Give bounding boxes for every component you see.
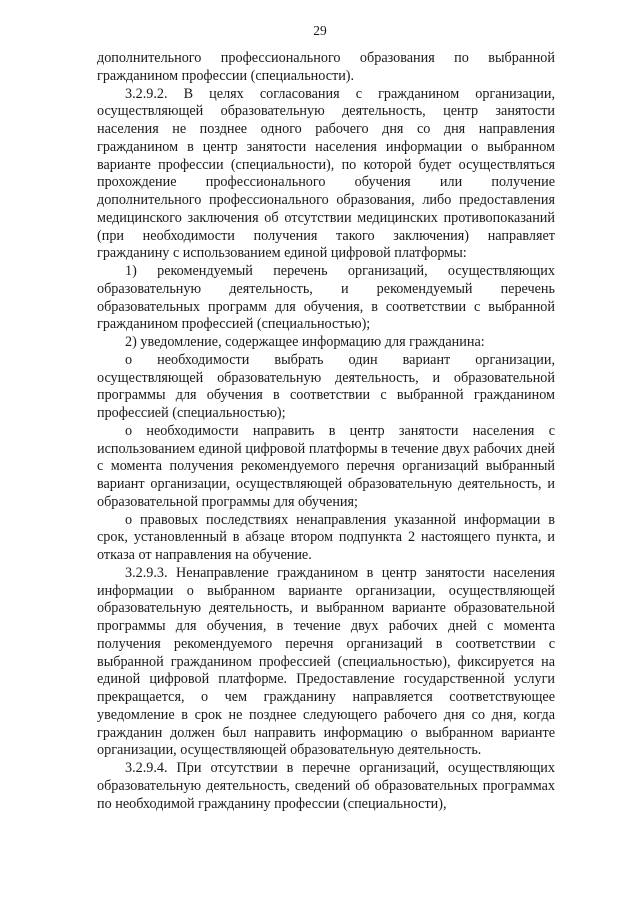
paragraph-continuation: дополнительного профессионального образования по выбранной гражданином профессии (специальности). bbox=[97, 50, 555, 84]
list-item-2-clause-3: о правовых последствиях ненаправления указанной информации в срок, установленный в абзаце втором подпункта 2 настоящего пункта, и отказа от направления на обучение. bbox=[97, 511, 555, 563]
page-number: 29 bbox=[313, 23, 327, 38]
list-item-1: 1) рекомендуемый перечень организаций, осуществляющих образовательную деятельность, и рекомендуемый перечень образовательных программ для обучения, в соответствии с выбранной гражданином профессией (специальностью); bbox=[97, 263, 555, 333]
list-item-2: 2) уведомление, содержащее информацию для гражданина: bbox=[125, 334, 485, 350]
document-body bbox=[97, 50, 555, 813]
list-item-2-clause-1: о необходимости выбрать один вариант организации, осуществляющей образовательную деятельность, и образовательной программы для обучения в соответствии с выбранной гражданином профессией (специальностью); bbox=[97, 351, 555, 421]
list-item-2-clause-2: о необходимости направить в центр занятости населения с использованием единой цифровой платформы в течение двух рабочих дней с момента получения рекомендуемого перечня организаций выбранный вариант организации, осуществляющей образовательную деятельность, и образовательной программы для обучения; bbox=[97, 422, 555, 510]
paragraph-3-2-9-2: 3.2.9.2. В целях согласования с гражданином организации, осуществляющей образовательную деятельность, центр занятости населения не позднее одного рабочего дня со дня направления гражданином в центр занятости населения информации о выбранном варианте профессии (специальности), по которой будет осуществляться прохождение профессионального обучения или получение дополнительного профессионального образования, либо предоставления медицинского заключения об отсутствии медицинских противопоказаний (при необходимости получения такого заключения) направляет гражданину с использованием единой цифровой платформы: bbox=[97, 85, 555, 262]
paragraph-3-2-9-4: 3.2.9.4. При отсутствии в перечне организаций, осуществляющих образовательную деятельность, сведений об образовательных программах по необходимой гражданину профессии (специальности), bbox=[97, 760, 555, 812]
paragraph-3-2-9-3: 3.2.9.3. Ненаправление гражданином в центр занятости населения информации о выбранном варианте организации, осуществляющей образовательную деятельность, и выбранном варианте образовательной программы для обучения, в течение двух рабочих дней с момента получения рекомендуемого перечня организаций в соответствии с выбранной гражданином профессией (специальностью), фиксируется на единой цифровой платформе. Предоставление государственной услуги прекращается, о чем гражданину направляется соответствующее уведомление в срок не позднее следующего рабочего дня со дня, когда гражданин должен был направить информацию о выбранном варианте организации, осуществляющей образовательную деятельность. bbox=[97, 564, 555, 759]
